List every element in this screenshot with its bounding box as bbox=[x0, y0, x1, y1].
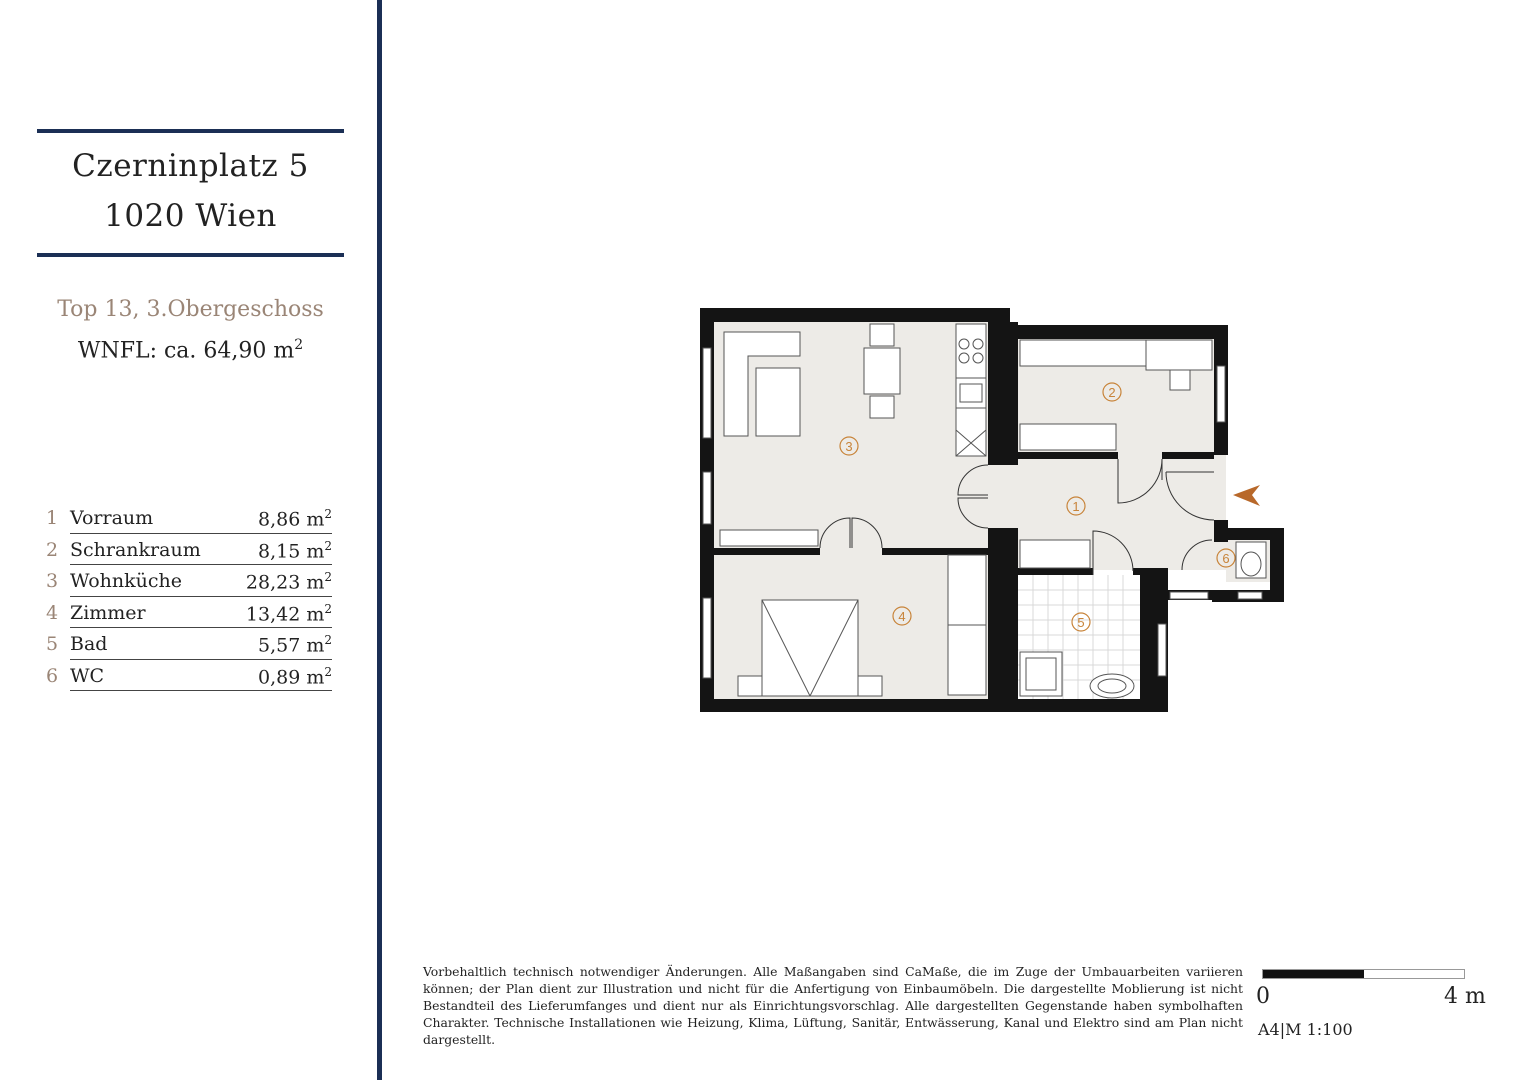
room-name: Zimmer bbox=[70, 601, 146, 624]
table-row bbox=[40, 662, 332, 694]
scale-bar bbox=[1262, 969, 1465, 979]
room-area bbox=[258, 633, 332, 656]
room-area-sup: 2 bbox=[324, 507, 332, 521]
svg-text:3: 3 bbox=[845, 439, 853, 454]
room-number: 6 bbox=[45, 664, 59, 687]
room-name: Vorraum bbox=[70, 507, 154, 529]
svg-text:1: 1 bbox=[1072, 499, 1080, 514]
room-area bbox=[246, 570, 332, 593]
table-row bbox=[40, 504, 332, 536]
room-number: 5 bbox=[45, 633, 59, 655]
table-row bbox=[40, 599, 332, 631]
room-name: Wohnküche bbox=[70, 570, 183, 592]
top-divider bbox=[37, 129, 344, 133]
table-row bbox=[40, 630, 332, 662]
panel-divider bbox=[377, 0, 382, 1080]
wnfl-value: WNFL: ca. 64,90 m bbox=[77, 338, 295, 364]
room-area-value: 5,57 m bbox=[257, 634, 325, 657]
room-area-value: 13,42 m bbox=[245, 602, 325, 625]
room-area-value: 8,86 m bbox=[257, 508, 325, 531]
room-area-sup: 2 bbox=[324, 570, 332, 584]
scale-note: A4|M 1:100 bbox=[1258, 1020, 1353, 1039]
entrance-arrow-icon bbox=[1233, 485, 1260, 506]
scale-start-label: 0 bbox=[1256, 984, 1270, 1009]
room-number: 4 bbox=[45, 601, 59, 624]
row-rule bbox=[70, 690, 332, 691]
scale-bar-fill bbox=[1263, 970, 1364, 978]
room-area-sup: 2 bbox=[324, 538, 332, 553]
room-name: Schrankraum bbox=[70, 538, 201, 561]
room-number: 1 bbox=[45, 507, 59, 529]
room-name: Bad bbox=[70, 633, 108, 655]
unit-label: Top 13, 3.Obergeschoss bbox=[57, 297, 324, 322]
wnfl-unit-sup: 2 bbox=[294, 337, 304, 353]
bottom-divider bbox=[37, 253, 344, 257]
room-area bbox=[246, 602, 332, 625]
table-row bbox=[40, 536, 332, 568]
room-area-table bbox=[40, 504, 332, 693]
disclaimer-text: Vorbehaltlich technisch notwendiger Änderungen. Alle Maßangaben sind CaMaße, die im Zuge der Umbauarbeiten variieren können; der Plan dient zur Illustration und nicht für die Anfertigung von Einbaumöbeln. Die dargestellte Moblierung ist nicht Bestandteil des Lieferumfanges und dient nur als Einrichtungsvorschlag. Alle dargestellten Gegenstande haben symbolhaften Charakter. Technische Installationen wie Heizung, Klima, Lüftung, Sanitär, Entwässerung, Kanal und Elektro sind am Plan nicht dargestellt. bbox=[423, 964, 1243, 1047]
svg-text:2: 2 bbox=[1108, 385, 1116, 400]
room-number: 2 bbox=[45, 538, 59, 561]
row-rule bbox=[70, 627, 332, 628]
row-rule bbox=[70, 564, 332, 565]
floor-plan bbox=[690, 300, 1290, 720]
room-area-value: 8,15 m bbox=[257, 539, 325, 562]
row-rule bbox=[70, 596, 332, 597]
room-number: 3 bbox=[45, 570, 59, 592]
address-street: Czerninplatz 5 bbox=[72, 148, 309, 184]
room-area-value: 0,89 m bbox=[257, 665, 325, 688]
room-area-sup: 2 bbox=[324, 601, 332, 616]
row-rule bbox=[70, 659, 332, 660]
room-area-sup: 2 bbox=[324, 664, 332, 679]
svg-text:4: 4 bbox=[898, 609, 906, 624]
svg-text:6: 6 bbox=[1222, 551, 1230, 566]
room-area bbox=[258, 665, 332, 688]
svg-text:5: 5 bbox=[1077, 615, 1085, 630]
wnfl-label bbox=[37, 337, 344, 363]
address-city: 1020 Wien bbox=[104, 198, 277, 234]
table-row bbox=[40, 567, 332, 599]
scale-end-label: 4 m bbox=[1444, 984, 1486, 1009]
room-area-value: 28,23 m bbox=[245, 571, 325, 594]
room-area bbox=[258, 507, 332, 530]
room-area bbox=[258, 539, 332, 562]
room-area-sup: 2 bbox=[324, 633, 332, 647]
room-name: WC bbox=[70, 664, 105, 687]
row-rule bbox=[70, 533, 332, 534]
